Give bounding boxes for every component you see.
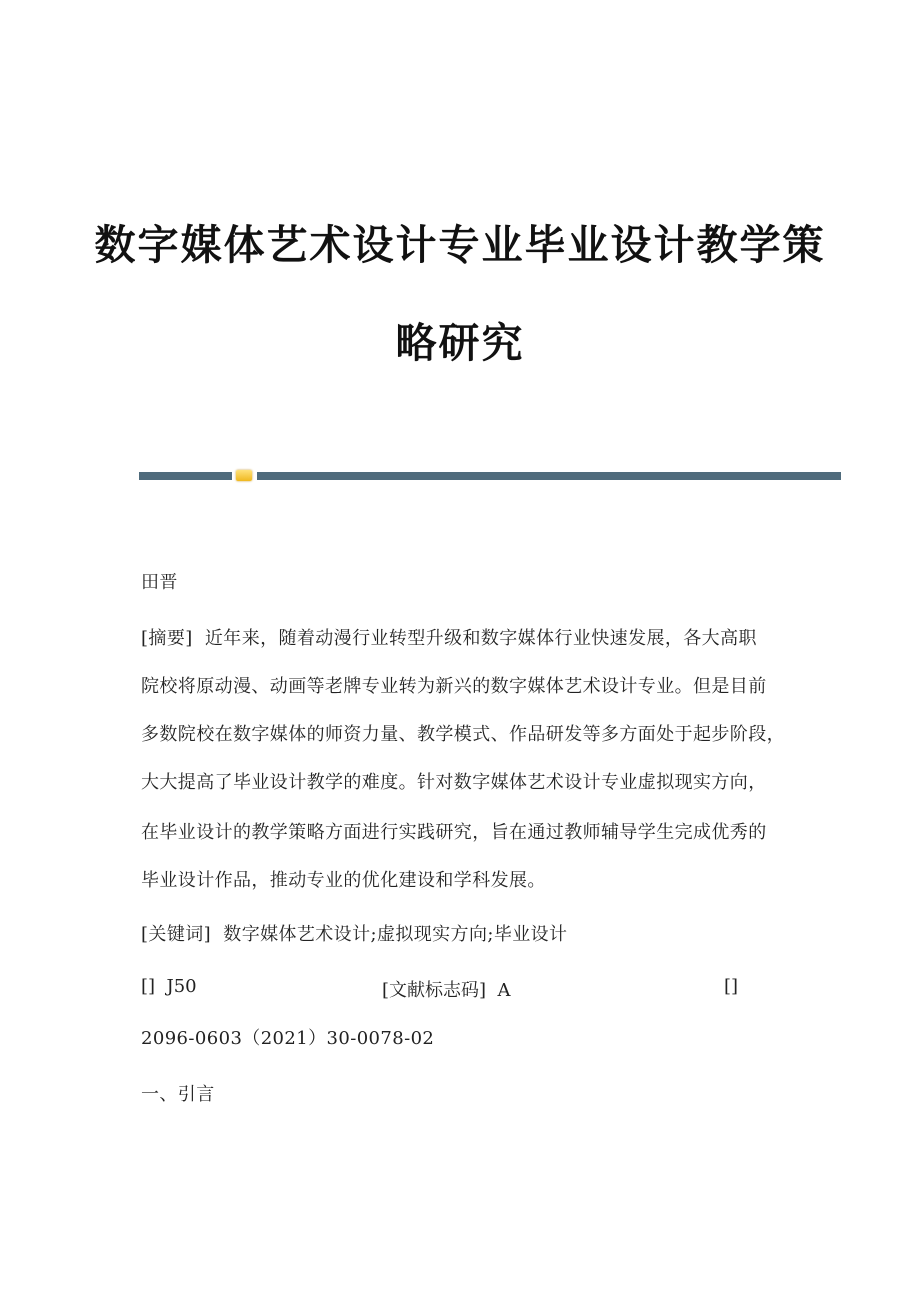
article-id: 2096-0603（2021）30-0078-02 [141,1028,435,1049]
article-number-label: [] [724,976,739,997]
document-title-line-1: 数字媒体艺术设计专业毕业设计教学策 [94,221,826,269]
abstract-line: 多数院校在数字媒体的师资力量、教学模式、作品研发等多方面处于起步阶段， [141,724,785,745]
document-code: [文献标志码] A [382,980,511,1001]
abstract-line: 在毕业设计的教学策略方面进行实践研究，旨在通过教师辅导学生完成优秀的 [141,822,767,843]
classification-number: [] J50 [141,976,197,997]
document-title-line-2: 略研究 [395,319,525,367]
author: 田晋 [141,572,178,593]
divider-left [139,472,232,480]
abstract-line: [摘要] 近年来，随着动漫行业转型升级和数字媒体行业快速发展，各大高职 [141,628,757,649]
abstract-line: 毕业设计作品，推动专业的优化建设和学科发展。 [141,870,546,891]
divider-ornament-icon [236,470,252,481]
abstract-line: 大大提高了毕业设计教学的难度。针对数字媒体艺术设计专业虚拟现实方向， [141,772,767,793]
section-heading: 一、引言 [141,1084,215,1105]
keywords: [关键词] 数字媒体艺术设计;虚拟现实方向;毕业设计 [141,924,568,945]
divider-right [257,472,841,480]
abstract-line: 院校将原动漫、动画等老牌专业转为新兴的数字媒体艺术设计专业。但是目前 [141,676,767,697]
